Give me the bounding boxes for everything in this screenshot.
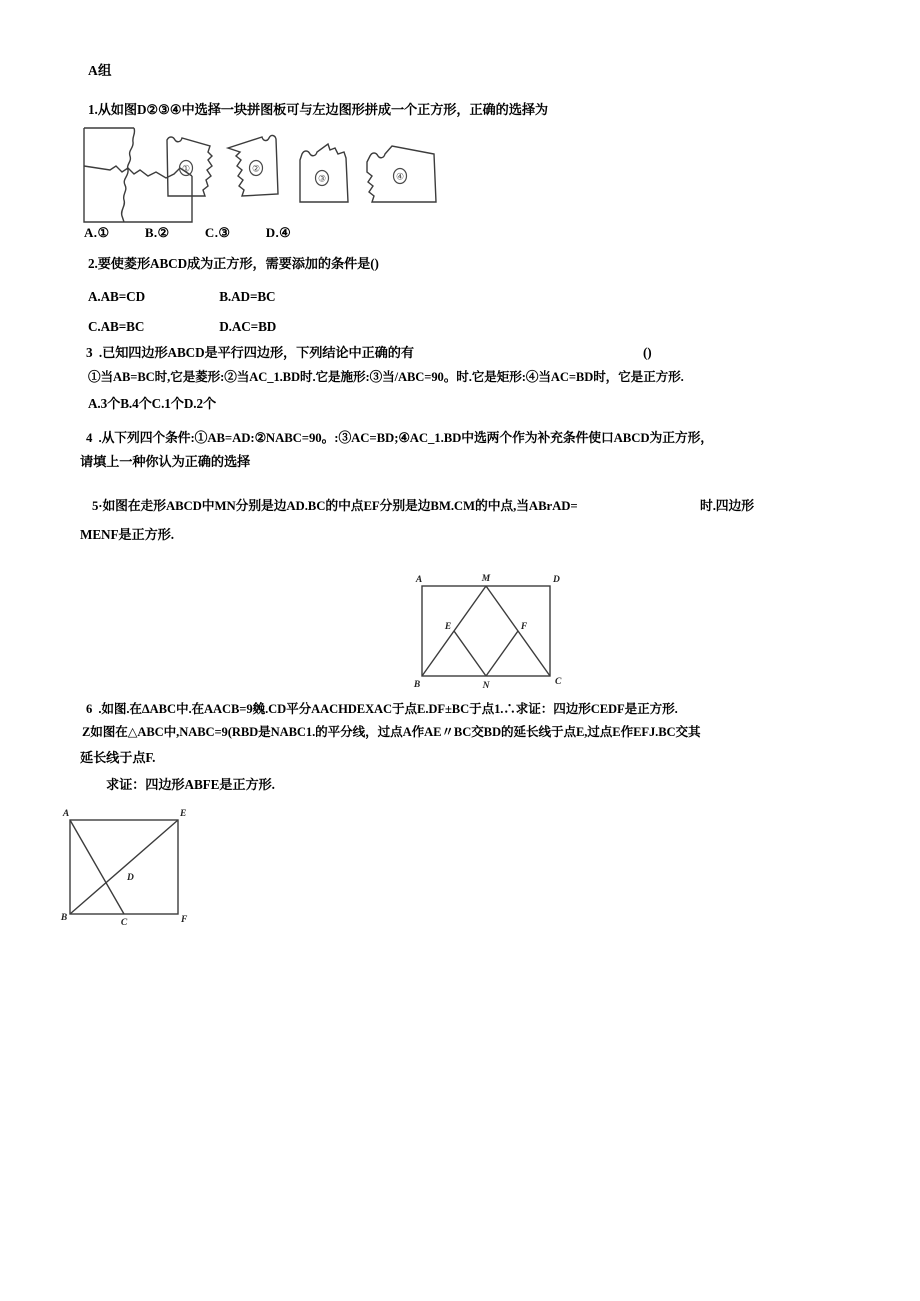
question-2-text: 2.要使菱形ABCD成为正方形，需要添加的条件是() [88, 256, 379, 271]
question-6-body: .如图.在ΔABC中.在AACB=9㕙.CD平分AACHDEXAC于点E.DF±BC于点1.∴求证：四边形CEDF是正方形. [98, 702, 678, 716]
figure-label-C: C [555, 677, 562, 687]
question-4-text: .从下列四个条件:①AB=AD:②NABC=90。:③AC=BD;④AC_1.BD中选两个作为补充条件使口ABCD为正方形， [98, 431, 713, 445]
question-7-line-1: Z如图在△ABC中,NABC=9(RBD是NABC1.的平分线，过点A作AE〃BC交BD的延长线于点E,过点E作EFJ.BC交其 [82, 725, 701, 739]
puzzle-piece-2 [228, 135, 278, 196]
question-3-items: ①当AB=BC时,它是菱形:②当AC_1.BD时.它是施形:③当/ABC=90。时.它是矩形:④当AC=BD时，它是正方形. [88, 370, 684, 384]
puzzle-piece-4 [367, 146, 436, 202]
q1-option-a[interactable]: A.① [84, 225, 110, 240]
question-7-line-3: 求证：四边形ABFE是正方形. [106, 777, 275, 792]
figure-label-N: N [482, 681, 490, 691]
figure-label-A: A [415, 575, 423, 585]
puzzle-figures [82, 126, 482, 224]
question-7-line-2: 延长线于点F. [80, 750, 156, 765]
question-3-options: A.3个B.4个C.1个D.2个 [88, 396, 217, 411]
q1-option-d[interactable]: D.④ [265, 225, 292, 240]
figure-label-B: B [413, 680, 421, 690]
svg-text:④: ④ [395, 171, 405, 182]
question-1-text: 1.从如图D②③④中选择一块拼图板可与左边图形拼成一个正方形，正确的选择为 [88, 102, 548, 117]
question-2-options-row-2 [88, 317, 347, 336]
puzzle-shape-left [84, 128, 192, 222]
puzzle-piece-1 [167, 137, 212, 196]
group-label: A组 [88, 63, 112, 78]
question-2-options-row-1 [88, 287, 347, 306]
q1-option-c[interactable]: C.③ [204, 225, 231, 240]
q2-option-d[interactable]: D.AC=BD [219, 319, 277, 334]
question-4-number: 4 [86, 431, 93, 445]
svg-text:③: ③ [317, 173, 327, 184]
question-5-blank-tail: 时.四边形 [700, 499, 754, 513]
puzzle-piece-3 [300, 144, 348, 202]
question-5-line-2: MENF是正方形. [80, 527, 174, 542]
figure-label-D: D [553, 575, 560, 585]
svg-text:②: ② [251, 163, 261, 174]
figure-label-B: B [60, 913, 68, 923]
figure-label-A: A [62, 809, 70, 819]
question-4-line-1 [86, 429, 713, 448]
figure-label-E: E [444, 622, 452, 632]
question-1-options [84, 225, 291, 241]
question-3-answer-marker: () [643, 345, 652, 360]
question-3-number: 3 [86, 345, 93, 360]
figure-label-C: C [120, 918, 128, 928]
question-3-heading [86, 343, 414, 362]
q2-option-a[interactable]: A.AB=CD [88, 289, 146, 304]
figure-label-D: D [127, 873, 134, 883]
q2-option-b[interactable]: B.AD=BC [219, 289, 276, 304]
figure-label-M: M [481, 574, 491, 584]
q1-option-b[interactable]: B.② [144, 225, 170, 240]
figure-label-E: E [180, 809, 187, 819]
question-5-line-1: 5·如图在走形ABCD中MN分别是边AD.BC的中点EF分别是边BM.CM的中点,当ABrAD= [92, 499, 578, 513]
figure-square-abfe [48, 806, 188, 926]
question-3-text: .已知四边形ABCD是平行四边形，下列结论中正确的有 [98, 345, 414, 360]
svg-text:①: ① [181, 163, 191, 174]
figure-rectangle-menf [400, 570, 575, 690]
q2-option-c[interactable]: C.AB=BC [88, 319, 145, 334]
figure-label-F: F [520, 622, 528, 632]
question-4-line-2: 请填上一种你认为正确的选择 [80, 454, 251, 469]
question-6-number: 6 [86, 702, 93, 716]
figure-label-F: F [181, 915, 188, 925]
question-6-text [86, 700, 678, 718]
